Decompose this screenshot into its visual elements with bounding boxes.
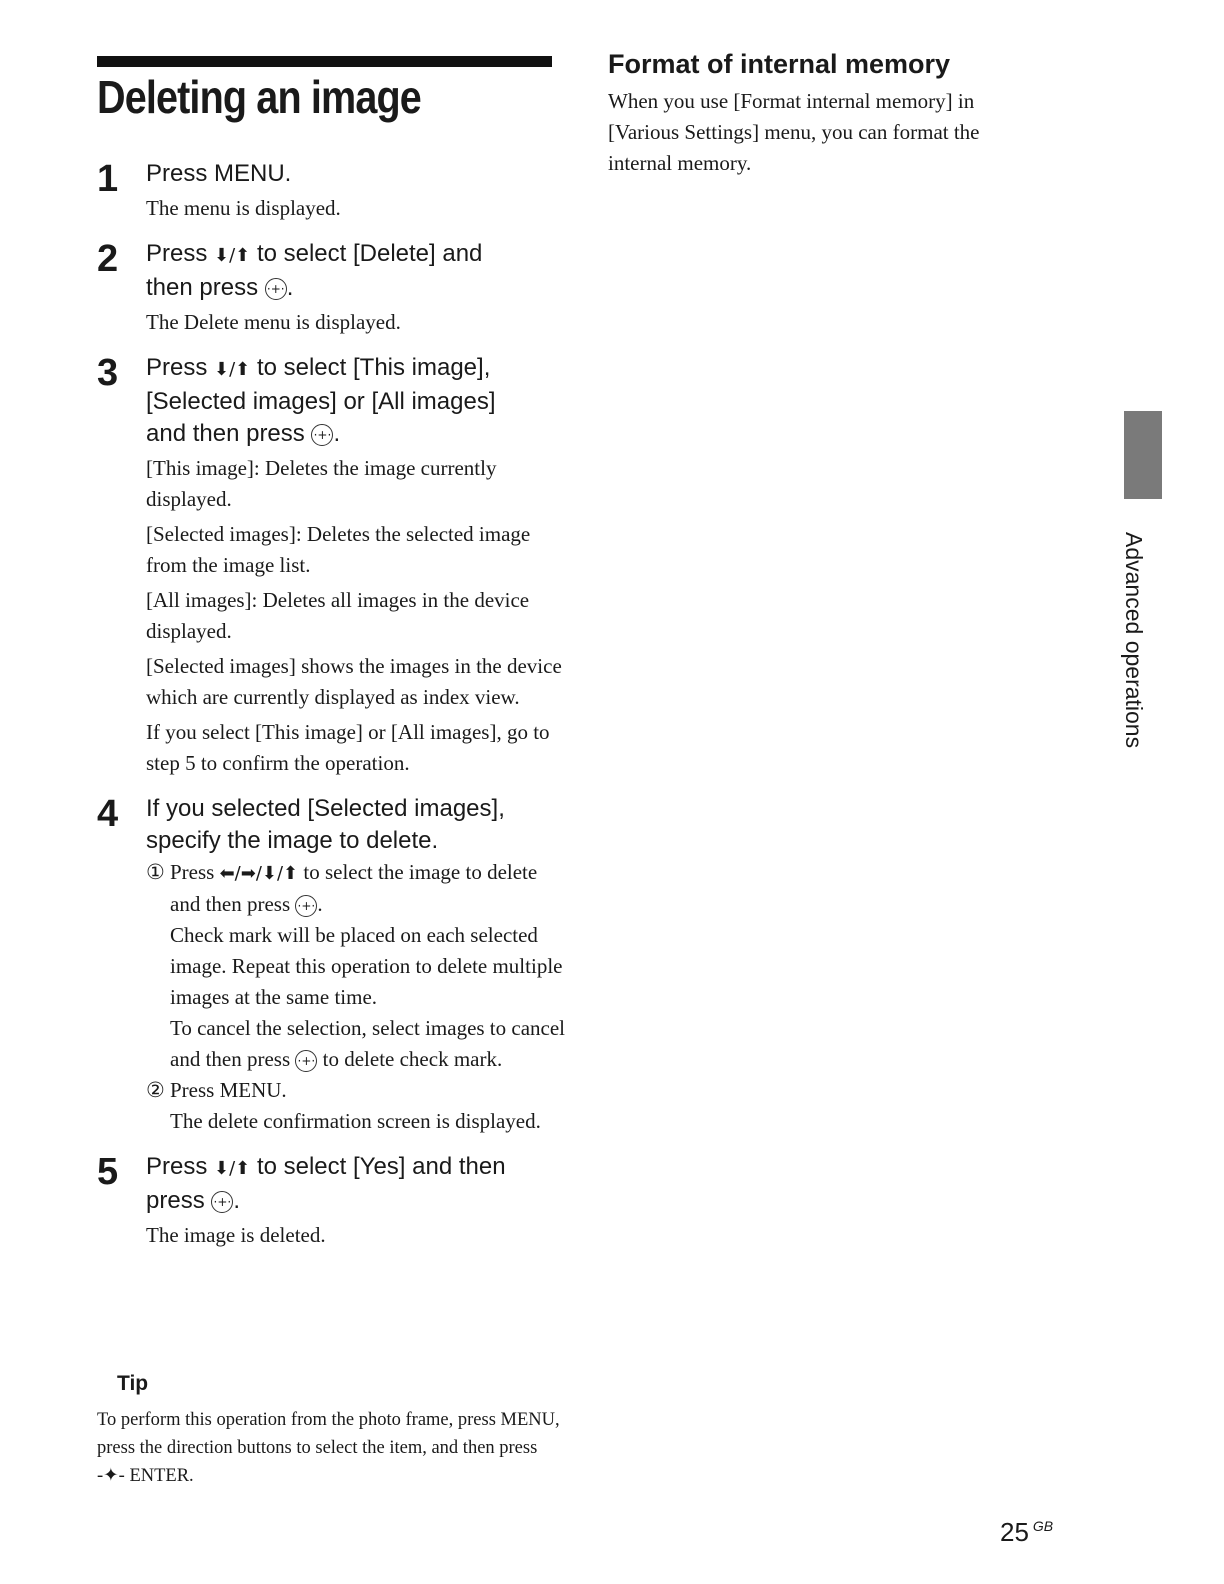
step-body: The menu is displayed. xyxy=(146,196,341,220)
enter-button-icon: ·+· xyxy=(211,1191,233,1213)
substep-2 xyxy=(146,1075,567,1137)
section-side-label: Advanced operations xyxy=(1121,532,1147,749)
up-down-arrows-icon: ⬇/⬆ xyxy=(214,1158,251,1179)
step-heading-text: [Selected images] or [All images] xyxy=(146,388,496,415)
enter-button-icon: ·+· xyxy=(311,424,333,446)
step-body: The Delete menu is displayed. xyxy=(146,310,401,334)
steps-column xyxy=(97,158,567,1265)
substep-text: The delete confirmation screen is displayed. xyxy=(170,1109,541,1133)
step-heading: Press MENU. xyxy=(146,160,292,187)
step-body: If you select [This image] or [All images], go to step 5 to confirm the operation. xyxy=(146,720,550,775)
step-1 xyxy=(97,158,567,224)
tip-label: Tip xyxy=(117,1372,149,1395)
up-down-arrows-icon: ⬇/⬆ xyxy=(214,245,251,266)
enter-button-icon: ·+· xyxy=(265,278,287,300)
step-body: [Selected images]: Deletes the selected image from the image list. xyxy=(146,522,531,577)
substep-text-part: to delete check mark. xyxy=(322,1047,503,1071)
tip-section xyxy=(97,1372,567,1490)
tip-text-part: To perform this operation from the photo frame, press MENU, press the direction buttons to select the item, and then press xyxy=(97,1410,560,1458)
page-number xyxy=(1000,1517,1053,1548)
step-4 xyxy=(97,793,567,1137)
step-heading-text: Press xyxy=(146,1153,208,1180)
section-tab-marker xyxy=(1124,411,1162,499)
step-heading-text: Press xyxy=(146,240,208,267)
substep-text: Check mark will be placed on each selected image. Repeat this operation to delete multiple images at the same time. xyxy=(170,923,563,1009)
step-heading: Press ⬇/⬆ to select [Delete] and then press ·+·. xyxy=(146,240,483,301)
step-heading: Press ⬇/⬆ to select [Yes] and then press ·+·. xyxy=(146,1153,506,1214)
step-number: 5 xyxy=(97,1151,119,1193)
step-body: [This image]: Deletes the image currently displayed. xyxy=(146,456,497,511)
step-3 xyxy=(97,352,567,779)
tip-text-part: ENTER. xyxy=(129,1466,194,1486)
step-number: 2 xyxy=(97,238,119,280)
step-body: [Selected images] shows the images in the device which are currently displayed as index view. xyxy=(146,654,562,709)
step-heading: Press ⬇/⬆ to select [This image], [Selected images] or [All images] and then press ·+·. xyxy=(146,354,496,447)
step-heading-text: to select [Yes] and then xyxy=(256,1153,506,1180)
up-down-arrows-icon: ⬇/⬆ xyxy=(214,359,251,380)
step-heading-text: to select [This image], xyxy=(256,354,491,381)
substep-text: Press MENU. xyxy=(170,1078,287,1102)
step-heading-text: and then press xyxy=(146,420,305,447)
step-body: The image is deleted. xyxy=(146,1223,326,1247)
step-heading-text: to select [Delete] and xyxy=(256,240,483,267)
page-title: Deleting an image xyxy=(97,71,421,123)
substep-text: to select the image to delete and then press xyxy=(170,860,538,916)
enter-glyph-icon: -✦- xyxy=(97,1466,125,1486)
section-text: When you use [Format internal memory] in [Various Settings] menu, you can format the internal memory. xyxy=(608,89,980,175)
title-rule xyxy=(97,56,552,67)
tip-text xyxy=(97,1406,567,1490)
step-heading-text: press xyxy=(146,1187,205,1214)
substep-1: ① Press ⬅/➡/⬇/⬆ to select the image to delete and then press ·+· . Check mark will be placed on each selected image. Repeat this operation to delete multiple images at the same time. To cancel the selection, select images to cancel and then press ·+· to delete check mark. xyxy=(146,857,567,1075)
step-heading-text: specify the image to delete. xyxy=(146,827,439,854)
substep-number: ① xyxy=(146,860,165,884)
direction-arrows-icon: ⬅/➡/⬇/⬆ xyxy=(219,863,299,884)
substep-text xyxy=(170,1013,567,1075)
step-body: [All images]: Deletes all images in the device displayed. xyxy=(146,588,530,643)
step-5 xyxy=(97,1151,567,1251)
step-number: 1 xyxy=(97,158,119,200)
step-heading-text: Press xyxy=(146,354,208,381)
page-language-suffix: GB xyxy=(1032,1518,1054,1535)
step-heading xyxy=(146,793,567,857)
substep-number: ② xyxy=(146,1078,165,1102)
section-heading: Format of internal memory xyxy=(608,49,951,79)
step-heading-text: then press xyxy=(146,274,259,301)
step-2 xyxy=(97,238,567,338)
step-number: 4 xyxy=(97,793,119,835)
substep-text: Press xyxy=(170,860,215,884)
enter-button-icon: ·+· xyxy=(295,1050,317,1072)
enter-button-icon: ·+· xyxy=(295,895,317,917)
step-number: 3 xyxy=(97,352,119,394)
step-heading-text: If you selected [Selected images], xyxy=(146,795,505,822)
format-section xyxy=(608,46,1048,179)
page-number-value: 25 xyxy=(1000,1517,1029,1547)
substep-text-part: To cancel the selection, select images to cancel and then press xyxy=(170,1016,566,1071)
